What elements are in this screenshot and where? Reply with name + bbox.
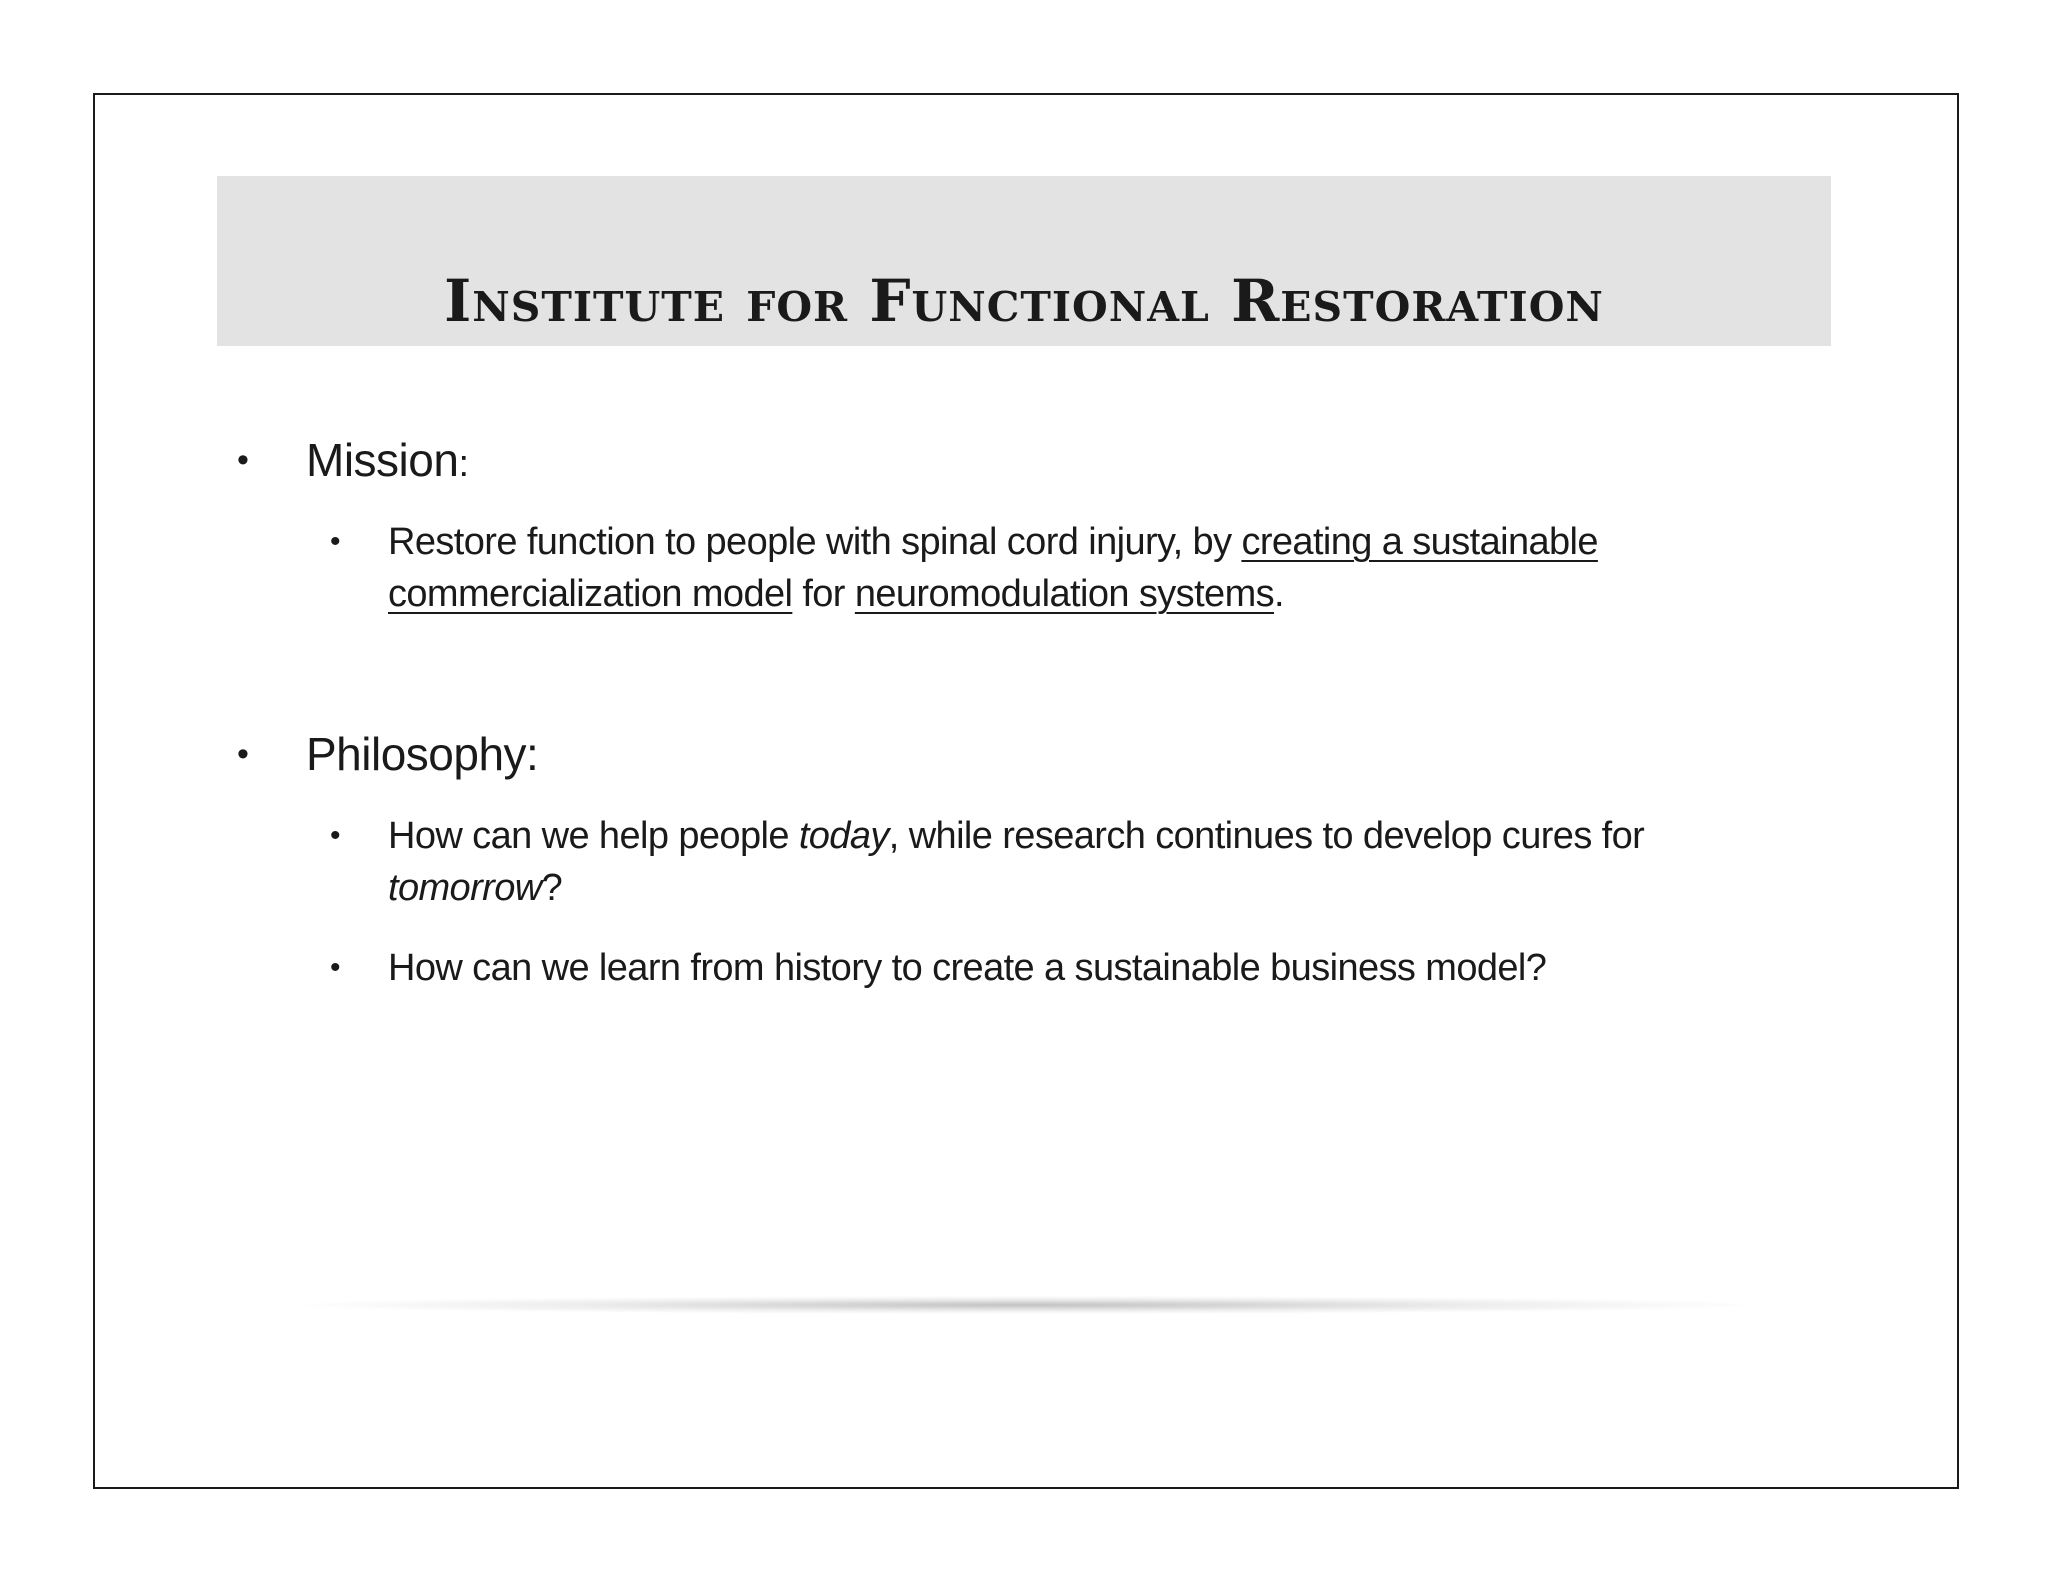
mission-text-3: . <box>1274 573 1284 615</box>
bullet-icon: • <box>330 819 340 852</box>
philosophy-text-2: , while research continues to develop cures for <box>888 815 1645 857</box>
mission-text-1: Restore function to people with spinal cord injury, by <box>388 521 1242 563</box>
section-mission <box>233 432 1793 620</box>
section-philosophy <box>233 726 1793 994</box>
decorative-shadow-divider <box>300 1296 1750 1314</box>
title-band <box>217 176 1831 346</box>
mission-heading: Mission <box>306 434 459 486</box>
philosophy-text-history: How can we learn from history to create a sustainable business model? <box>388 947 1547 989</box>
philosophy-em-tomorrow: tomorrow <box>388 867 542 909</box>
mission-link-commercialization[interactable]: creating a sustainable commercialization model <box>388 521 1598 615</box>
philosophy-text-1: How can we help people <box>388 815 799 857</box>
bullet-icon: • <box>330 525 340 558</box>
mission-link-neuromodulation[interactable]: neuromodulation systems <box>854 573 1275 615</box>
philosophy-heading: Philosophy: <box>306 728 539 780</box>
bullet-philosophy <box>233 726 1793 782</box>
philosophy-text-3: ? <box>541 867 563 909</box>
philosophy-item-2 <box>330 942 1728 994</box>
mission-heading-colon: : <box>458 443 469 485</box>
mission-text-2: for <box>792 573 855 615</box>
philosophy-em-today: today <box>798 815 889 857</box>
bullet-mission <box>233 432 1793 488</box>
mission-item <box>330 516 1728 620</box>
bullet-icon: • <box>237 441 249 479</box>
slide-title: Institute for Functional Restoration <box>444 267 1604 335</box>
slide-content <box>233 432 1793 994</box>
bullet-icon: • <box>237 735 249 773</box>
philosophy-item-1 <box>330 810 1728 914</box>
bullet-icon: • <box>330 951 340 984</box>
